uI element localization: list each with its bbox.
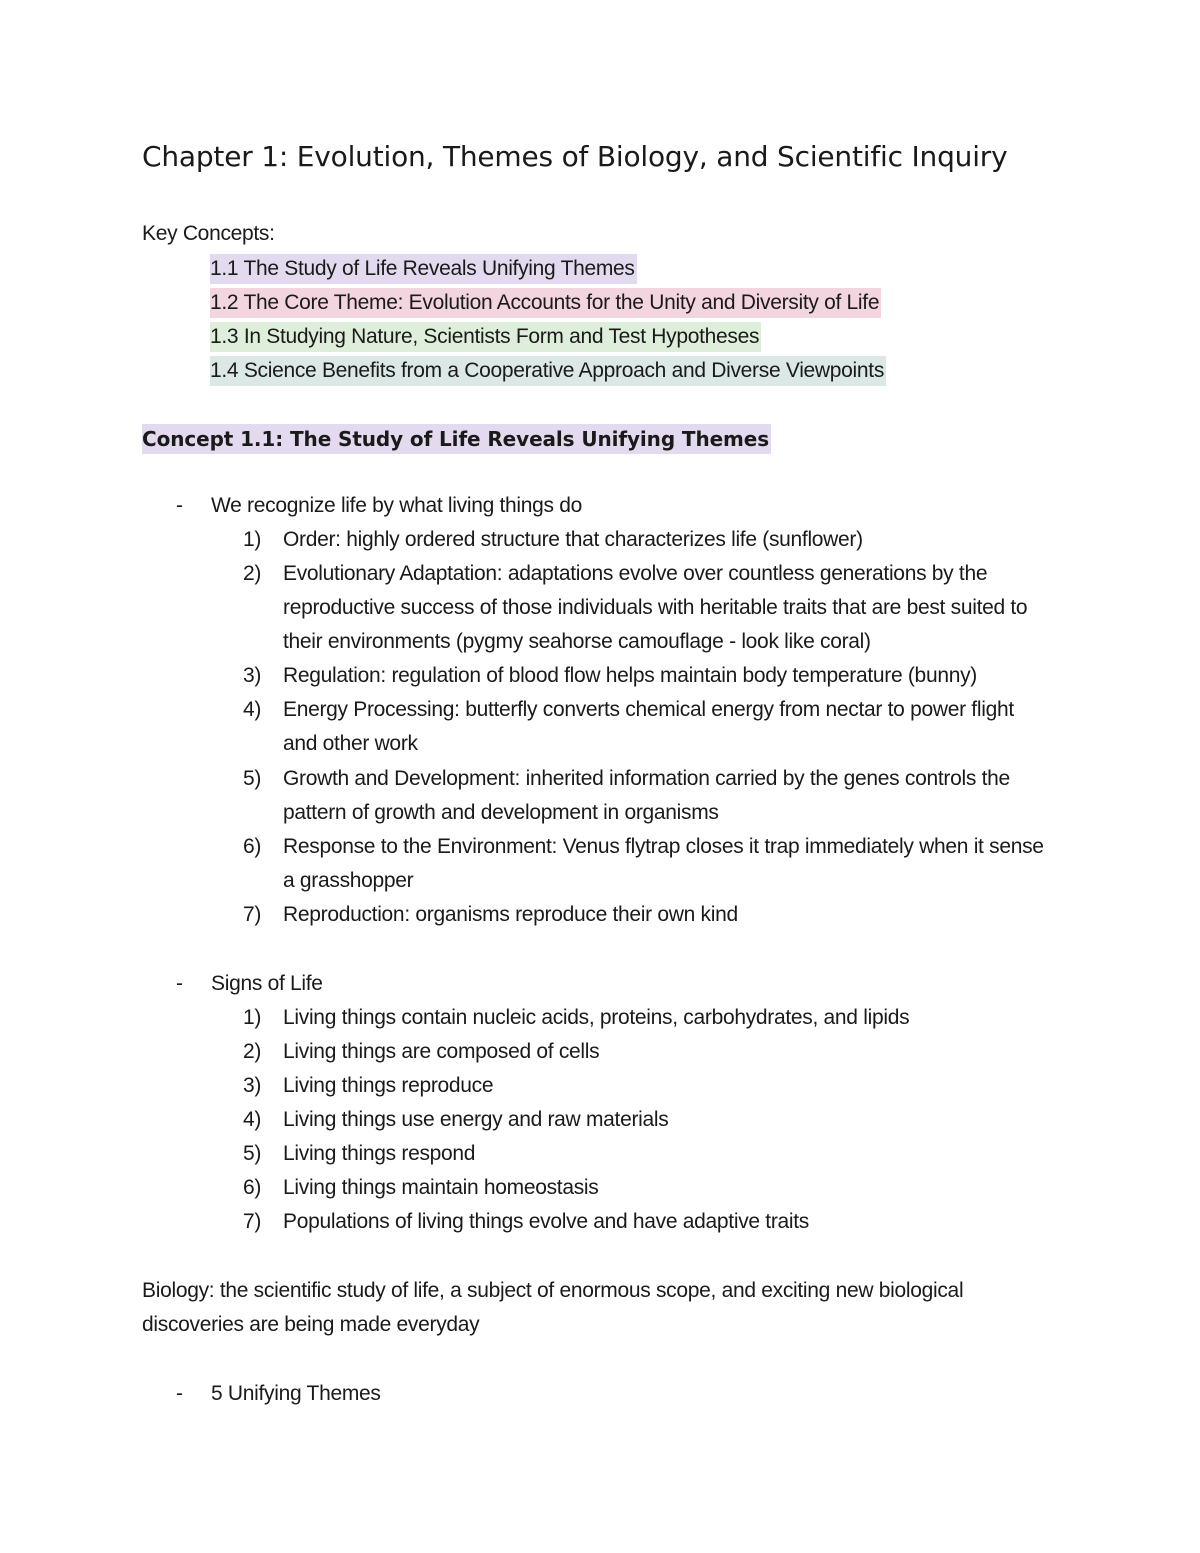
list-item-text: Living things are composed of cells [283,1040,600,1063]
bullet-text: Signs of Life [211,972,323,995]
list-number: 7) [243,903,262,926]
list-number: 5) [243,767,262,790]
bullet-text: We recognize life by what living things do [211,494,583,517]
list-number: 4) [243,1108,262,1131]
list-number: 1) [243,1006,262,1029]
key-concept-item: 1.2 The Core Theme: Evolution Accounts for the Unity and Diversity of Life [210,288,881,318]
list-number: 3) [243,1074,262,1097]
list-item-text: Evolutionary Adaptation: adaptations evolve over countless generations by the [283,562,988,585]
page-title: Chapter 1: Evolution, Themes of Biology, and Scientific Inquiry [142,140,1008,173]
paragraph-line: Biology: the scientific study of life, a subject of enormous scope, and exciting new biological [142,1279,964,1302]
key-concept-item: 1.4 Science Benefits from a Cooperative Approach and Diverse Viewpoints [210,356,886,386]
list-item-text: Living things maintain homeostasis [283,1176,599,1199]
list-item-text: Energy Processing: butterfly converts chemical energy from nectar to power flight [283,698,1014,721]
list-item-text: Populations of living things evolve and have adaptive traits [283,1210,810,1233]
list-number: 3) [243,664,262,687]
list-item-text: Growth and Development: inherited information carried by the genes controls the [283,767,1010,790]
list-item-text: Reproduction: organisms reproduce their own kind [283,903,738,926]
list-item-text: their environments (pygmy seahorse camouflage - look like coral) [283,630,871,653]
key-concepts-label: Key Concepts: [142,222,275,245]
list-item-text: pattern of growth and development in organisms [283,801,719,824]
bullet-marker: - [176,972,183,995]
list-item-text: Order: highly ordered structure that characterizes life (sunflower) [283,528,863,551]
list-number: 1) [243,528,262,551]
list-number: 6) [243,1176,262,1199]
paragraph-line: discoveries are being made everyday [142,1313,480,1336]
list-item-text: Living things respond [283,1142,476,1165]
list-item-text: Response to the Environment: Venus flytrap closes it trap immediately when it sense [283,835,1044,858]
bullet-marker: - [176,494,183,517]
list-number: 5) [243,1142,262,1165]
bullet-text: 5 Unifying Themes [211,1382,381,1405]
key-concept-item: 1.3 In Studying Nature, Scientists Form and Test Hypotheses [210,322,761,352]
list-item-text: Living things contain nucleic acids, proteins, carbohydrates, and lipids [283,1006,910,1029]
list-number: 2) [243,562,262,585]
list-number: 4) [243,698,262,721]
list-item-text: reproductive success of those individuals with heritable traits that are best suited to [283,596,1028,619]
bullet-marker: - [176,1382,183,1405]
key-concept-item: 1.1 The Study of Life Reveals Unifying Themes [210,254,637,284]
list-number: 2) [243,1040,262,1063]
list-item-text: Living things reproduce [283,1074,494,1097]
list-item-text: Regulation: regulation of blood flow helps maintain body temperature (bunny) [283,664,977,687]
section-heading: Concept 1.1: The Study of Life Reveals Unifying Themes [142,424,771,454]
list-item-text: Living things use energy and raw materials [283,1108,669,1131]
list-item-text: a grasshopper [283,869,414,892]
list-number: 6) [243,835,262,858]
list-number: 7) [243,1210,262,1233]
list-item-text: and other work [283,732,418,755]
